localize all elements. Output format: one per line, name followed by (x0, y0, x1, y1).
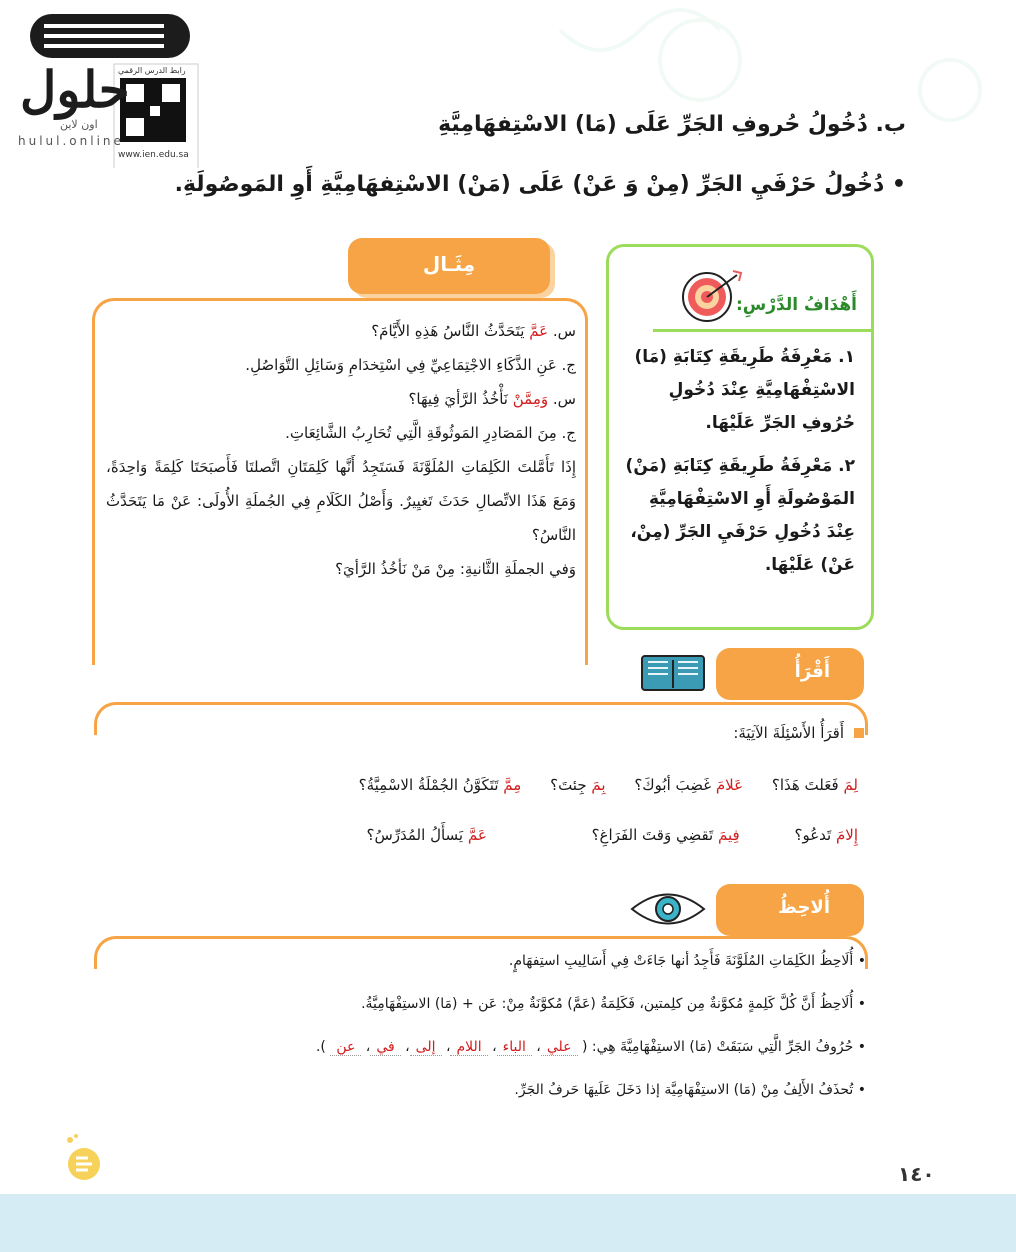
objective-item: ٢. مَعْرِفَةُ طَرِيقَةِ كِتَابَةِ (مَنْ) المَوْصُولَةِ أَوِ الاسْتِفْهَامِيَّةِ عِنْدَ دُخُولِ حَرْفَيِ الجَرِّ (مِنْ، عَنْ) عَلَيْهَا. (625, 456, 855, 575)
highlight-word: عَمَّ (529, 322, 549, 340)
logo-brand-ar: حلول (20, 60, 130, 119)
objective-item: ١. مَعْرِفَةُ طَرِيقَةِ كِتَابَةِ (مَا) الاسْتِفْهَامِيَّةِ عِنْدَ دُخُولِ حُرُوفِ الجَرِّ عَلَيْهَا. (634, 347, 855, 433)
answer-word: اللام (450, 1039, 487, 1056)
notice-item: • حُرُوفُ الجَرِّ الَّتِي سَبَقَتْ (مَا) الاستِفْهَامِيَّةَ هِي: ( علي، الباء، اللام، إلى، في، عن ). (315, 1039, 866, 1055)
bullet-square-icon (854, 728, 864, 738)
objectives-title: أَهْدَافُ الدَّرْسِ: (735, 295, 857, 315)
example-explanation-2: وَفي الجملَةِ الثَّانيةِ: مِنْ مَنْ نَأخُذُ الرَّأيَ؟ (335, 560, 576, 578)
answer-word: إلى (410, 1039, 442, 1056)
example-a2: ج. مِنَ المَصَادِرِ المَوثُوقَةِ الَّتِي تُحَارِبُ الشَّائِعَاتِ. (285, 424, 576, 442)
read-tab-label: أَقْرَأُ (794, 661, 830, 682)
notice-tab (716, 884, 864, 936)
read-tab (716, 648, 864, 700)
answer-word: عن (330, 1039, 361, 1056)
eye-icon (628, 886, 708, 932)
objectives-list (619, 341, 855, 592)
answer-word: في (370, 1039, 400, 1056)
lesson-subtitle: • دُخُولُ حَرْفَيِ الجَرِّ (مِنْ وَ عَنْ) عَلَى (مَنْ) الاسْتِفهَامِيَّةِ أَوِ المَوصُولَةِ. (174, 172, 906, 197)
book-icon (640, 650, 706, 694)
notice-item: • أُلَاحِظُ الكَلِمَاتِ المُلَوَّنَةَ فَأَجِدُ أنها جَاءَتْ فِي أَسَالِيبِ استِفهَامٍ. (508, 953, 866, 969)
read-row-1 (359, 776, 858, 794)
lesson-title: ب. دُخُولُ حُروفِ الجَرِّ عَلَى (مَا) الاسْتِفهَامِيَّةِ (438, 112, 906, 137)
read-question: إِلامَ تَدعُو؟ (794, 826, 858, 844)
logo-brand-small: اون لاين (60, 118, 98, 131)
notice-list (126, 950, 866, 1122)
brand-logo (14, 8, 204, 168)
example-q1: س. عَمَّ يَتَحَدَّثُ النَّاسُ هَذِهِ الأَيَّامَ؟ (371, 322, 576, 340)
notice-tab-label: أُلاحِظُ (778, 897, 830, 918)
read-question: فِيمَ تَقضِي وَقتَ الفَرَاغِ؟ (591, 826, 740, 844)
qr-label: رابط الدرس الرقمي (118, 66, 186, 75)
read-question: عَلامَ غَضِبَ أبُوكَ؟ (634, 776, 744, 794)
qr-url[interactable]: www.ien.edu.sa (118, 150, 189, 160)
read-question: بِمَ جِئتَ؟ (550, 776, 606, 794)
objectives-divider (653, 329, 871, 332)
example-explanation: إِذَا تَأَمَّلتَ الكَلِمَاتِ المُلَوَّنَةَ فَسَتَجِدُ أَنَّها كَلِمَتَانِ اتَّصلتَا فَأَصبَحَتَا كَلِمَةً وَاحِدَةً، وَمَعَ هَذَا الاتِّصالِ حَدَثَ تَغيِيرٌ. وَأَصْلُ الكَلَامِ فِي الجُملَةِ الأُولَى: عَنْ مَا يَتَحَدَّثُ النَّاسُ؟ (106, 458, 576, 544)
example-body (106, 314, 576, 586)
read-intro: أَقرَأُ الأَسْئِلَةَ الآتِيَةَ: (733, 724, 864, 742)
page-number: ١٤٠ (898, 1162, 935, 1186)
read-question: لِمَ فَعَلتَ هَذَا؟ (771, 776, 858, 794)
notice-item: • أُلَاحِظُ أَنَّ كُلَّ كَلِمةٍ مُكوَّنةٌ مِن كلِمتين، فَكَلِمَةُ (عَمَّ) مُكوَّنَةٌ مِنْ: عَن + (مَا) الاستِفْهَامِيَّةُ. (361, 996, 866, 1012)
objectives-box (606, 244, 874, 630)
answer-word: علي (541, 1039, 578, 1056)
read-row-2 (367, 826, 859, 844)
read-question: عَمَّ يَسأَلُ المُدَرِّسُ؟ (366, 826, 487, 844)
example-tab (348, 238, 550, 294)
example-tab-label: مِثَـال (422, 252, 476, 276)
answer-word: الباء (497, 1039, 532, 1056)
highlight-word: وَمِمَّنْ (512, 390, 549, 408)
read-question: مِمَّ تَتَكَوَّنُ الجُمْلَةُ الاسْمِيَّةُ؟ (358, 776, 522, 794)
example-q2: س. وَمِمَّنْ نَأْخُذُ الرَّأيَ فِيهَا؟ (408, 390, 576, 408)
target-icon (671, 267, 743, 325)
notice-item: • تُحذَفُ الأَلِفُ مِنْ (مَا) الاستِفْهَامِيَّة إذا دَخَلَ عَلَيهَا حَرفُ الجَرِّ. (514, 1082, 866, 1098)
logo-brand-latin: hulul.online (18, 134, 124, 148)
publisher-icon (60, 1130, 110, 1184)
example-a1: ج. عَنِ الذَّكَاءِ الاجْتِمَاعِيِّ فِي اسْتِخدَامِ وَسَائِلِ التَّوَاصُلِ. (245, 356, 576, 374)
bottom-band (0, 1194, 1016, 1252)
